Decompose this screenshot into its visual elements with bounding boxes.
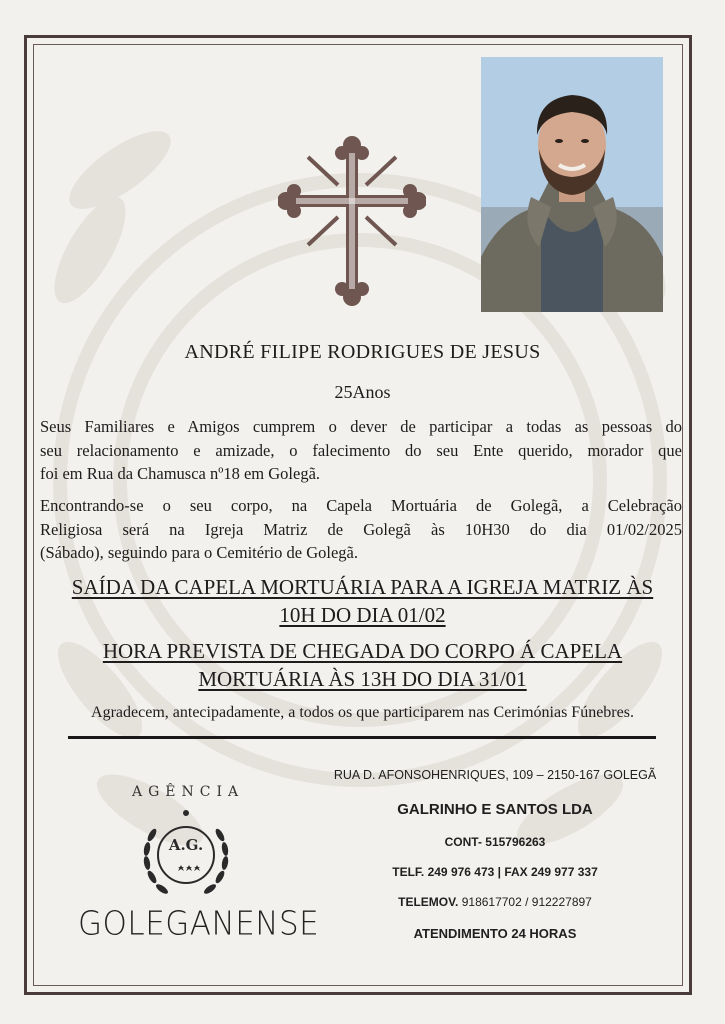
laurel-wreath-icon <box>134 805 238 909</box>
deceased-age: 25Anos <box>334 382 391 402</box>
arrival-headline <box>0 637 725 693</box>
agency-company: GALRINHO E SANTOS LDA <box>397 801 593 818</box>
paragraph-line: Religiosa será na Igreja Matriz de Golegã às 10H30 do dia 01/02/2025 <box>40 519 682 539</box>
paragraph-line: Seus Familiares e Amigos cumprem o dever de participar a todas as pessoas do <box>40 417 682 436</box>
agency-service: ATENDIMENTO 24 HORAS <box>413 926 577 941</box>
paragraph-line: foi em Rua da Chamusca nº18 em Golegã. <box>40 464 321 483</box>
agency-mobile <box>300 895 690 909</box>
paragraph-line: (Sábado), seguindo para o Cemitério de Golegã. <box>40 543 358 562</box>
deceased-name: ANDRÉ FILIPE RODRIGUES DE JESUS <box>184 341 541 363</box>
mobile-label: TELEMOV. <box>398 895 459 909</box>
paragraph-line: seu relacionamento e amizade, o falecimento do seu Ente querido, morador que <box>40 440 682 460</box>
agency-phone-fax: TELF. 249 976 473 | FAX 249 977 337 <box>392 865 598 879</box>
headline-line: 10H DO DIA 01/02 <box>279 603 446 627</box>
logo-goleganense: GOLEGANENSE <box>78 905 320 943</box>
portrait-photo <box>481 57 663 312</box>
agency-contact: CONT- 515796263 <box>444 835 546 849</box>
ornate-cross-icon <box>278 135 426 307</box>
logo-agencia-text: AGÊNCIA <box>132 784 245 800</box>
departure-headline <box>0 573 725 629</box>
announcement-paragraph <box>40 415 682 486</box>
ceremony-paragraph <box>40 494 682 565</box>
headline-line: HORA PREVISTA DE CHEGADA DO CORPO Á CAPELA <box>102 639 623 663</box>
mobile-numbers: 918617702 / 912227897 <box>461 895 592 909</box>
headline-line: SAÍDA DA CAPELA MORTUÁRIA PARA A IGREJA MATRIZ ÀS <box>71 575 654 599</box>
agency-address: RUA D. AFONSOHENRIQUES, 109 – 2150-167 GOLEGÃ <box>333 768 657 782</box>
paragraph-line: Encontrando-se o seu corpo, na Capela Mortuária de Golegã, a Celebração <box>40 496 682 515</box>
divider <box>68 736 656 739</box>
headline-line: MORTUÁRIA ÀS 13H DO DIA 31/01 <box>198 667 527 691</box>
logo-initials: A.G. <box>168 836 204 854</box>
thanks-text: Agradecem, antecipadamente, a todos os que participarem nas Cerimónias Fúnebres. <box>91 704 634 721</box>
